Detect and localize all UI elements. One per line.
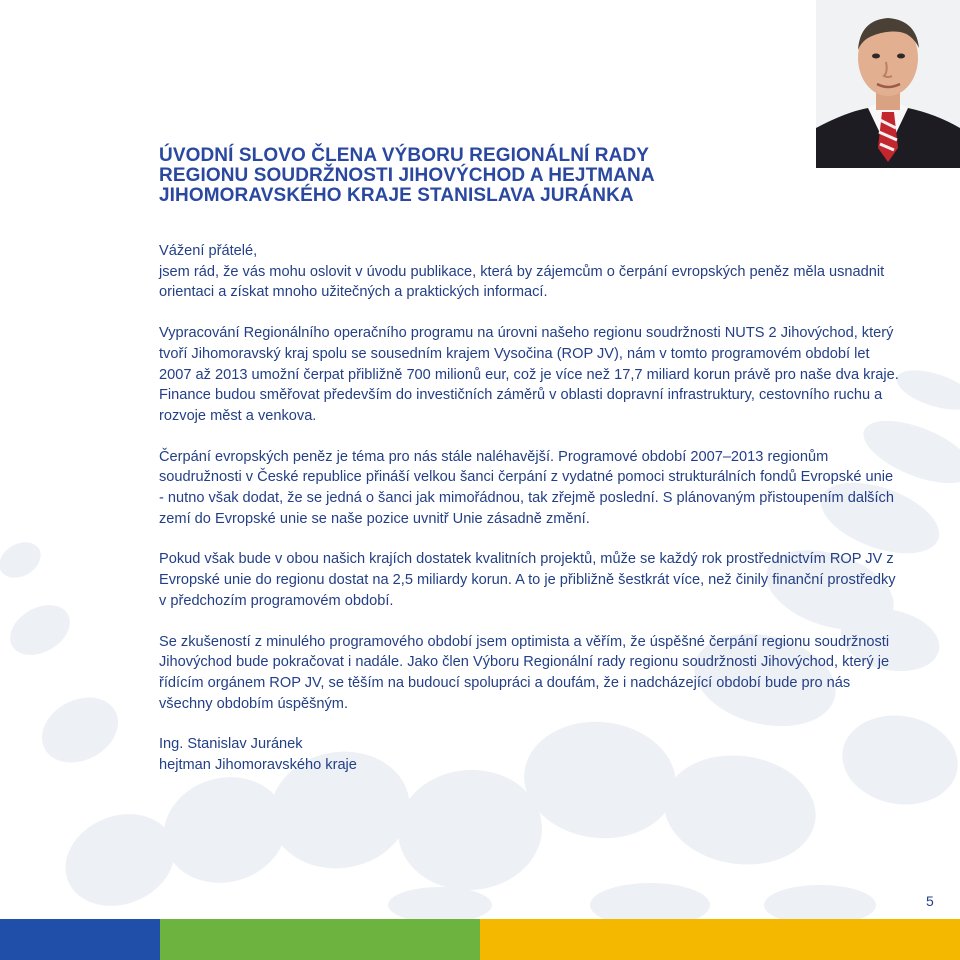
body-paragraph-1: Vypracování Regionálního operačního programu na úrovni našeho regionu soudržnosti NUTS 2 Jihovýchod, který tvoří Jihomoravský kraj spolu se sousedním krajem Vysočina (ROP JV), nám v tomto programovém období let 2007 až 2013 umožní čerpat přibližně 700 milionů eur, což je více než 17,7 miliard korun právě pro naše dva kraje. Finance budou směřovat především do investičních záměrů v oblasti dopravní infrastruktury, cestovního ruchu a rozvoje měst a venkova. (159, 325, 899, 424)
footer-green-segment (160, 919, 480, 960)
title-line: ÚVODNÍ SLOVO ČLENA VÝBORU REGIONÁLNÍ RADY (159, 145, 650, 166)
footer-blue-segment (0, 919, 160, 960)
body-paragraph-3: Pokud však bude v obou našich krajích dostatek kvalitních projektů, může se každý rok prostřednictvím ROP JV z Evropské unie do regionu dostat na 2,5 miliardy korun. A to je přibližně šestkrát více, než činily finanční prostředky v předchozím programovém období. (159, 551, 896, 609)
title-line: REGIONU SOUDRŽNOSTI JIHOVÝCHOD A HEJTMANA (159, 165, 655, 186)
article-title (159, 146, 899, 206)
page-number: 5 (926, 893, 934, 909)
body-paragraph-4: Se zkušeností z minulého programového období jsem optimista a věřím, že úspěšné čerpání regionu soudržnosti Jihovýchod bude pokračovat i nadále. Jako člen Výboru Regionální rady regionu soudržnosti Jihovýchod, který je řídícím orgánem ROP JV, se těším na budoucí spolupráci a doufám, že i nadcházející období bude pro nás všechny obdobím úspěšným. (159, 633, 890, 712)
greeting-paragraph (159, 241, 899, 303)
greeting-text: jsem rád, že vás mohu oslovit v úvodu publikace, která by zájemcům o čerpání evropských peněz měla usnadnit orientaci a získat mnoho užitečných a praktických informací. (159, 263, 885, 301)
signature-role: hejtman Jihomoravského kraje (159, 757, 357, 774)
article-content (159, 146, 899, 776)
title-line: JIHOMORAVSKÉHO KRAJE STANISLAVA JURÁNKA (159, 185, 634, 206)
footer-yellow-segment (480, 919, 960, 960)
portrait-photo (816, 0, 960, 168)
signature-block (159, 734, 899, 775)
salutation: Vážení přátelé, (159, 243, 258, 259)
body-paragraph-2: Čerpání evropských peněz je téma pro nás stále naléhavější. Programové období 2007–2013 regionům soudružnosti v České republice přináší velkou šanci čerpání z vydatné pomoci strukturálních fondů Evropské unie - nutno však dodat, že se jedná o šanci jak mimořádnou, tak zřejmě poslední. S plánovaným přistoupením dalších zemí do Evropské unie se naše pozice uvnitř Unie zásadně změní. (159, 448, 894, 527)
footer-color-bar (0, 919, 960, 960)
signature-name: Ing. Stanislav Juránek (159, 736, 303, 753)
